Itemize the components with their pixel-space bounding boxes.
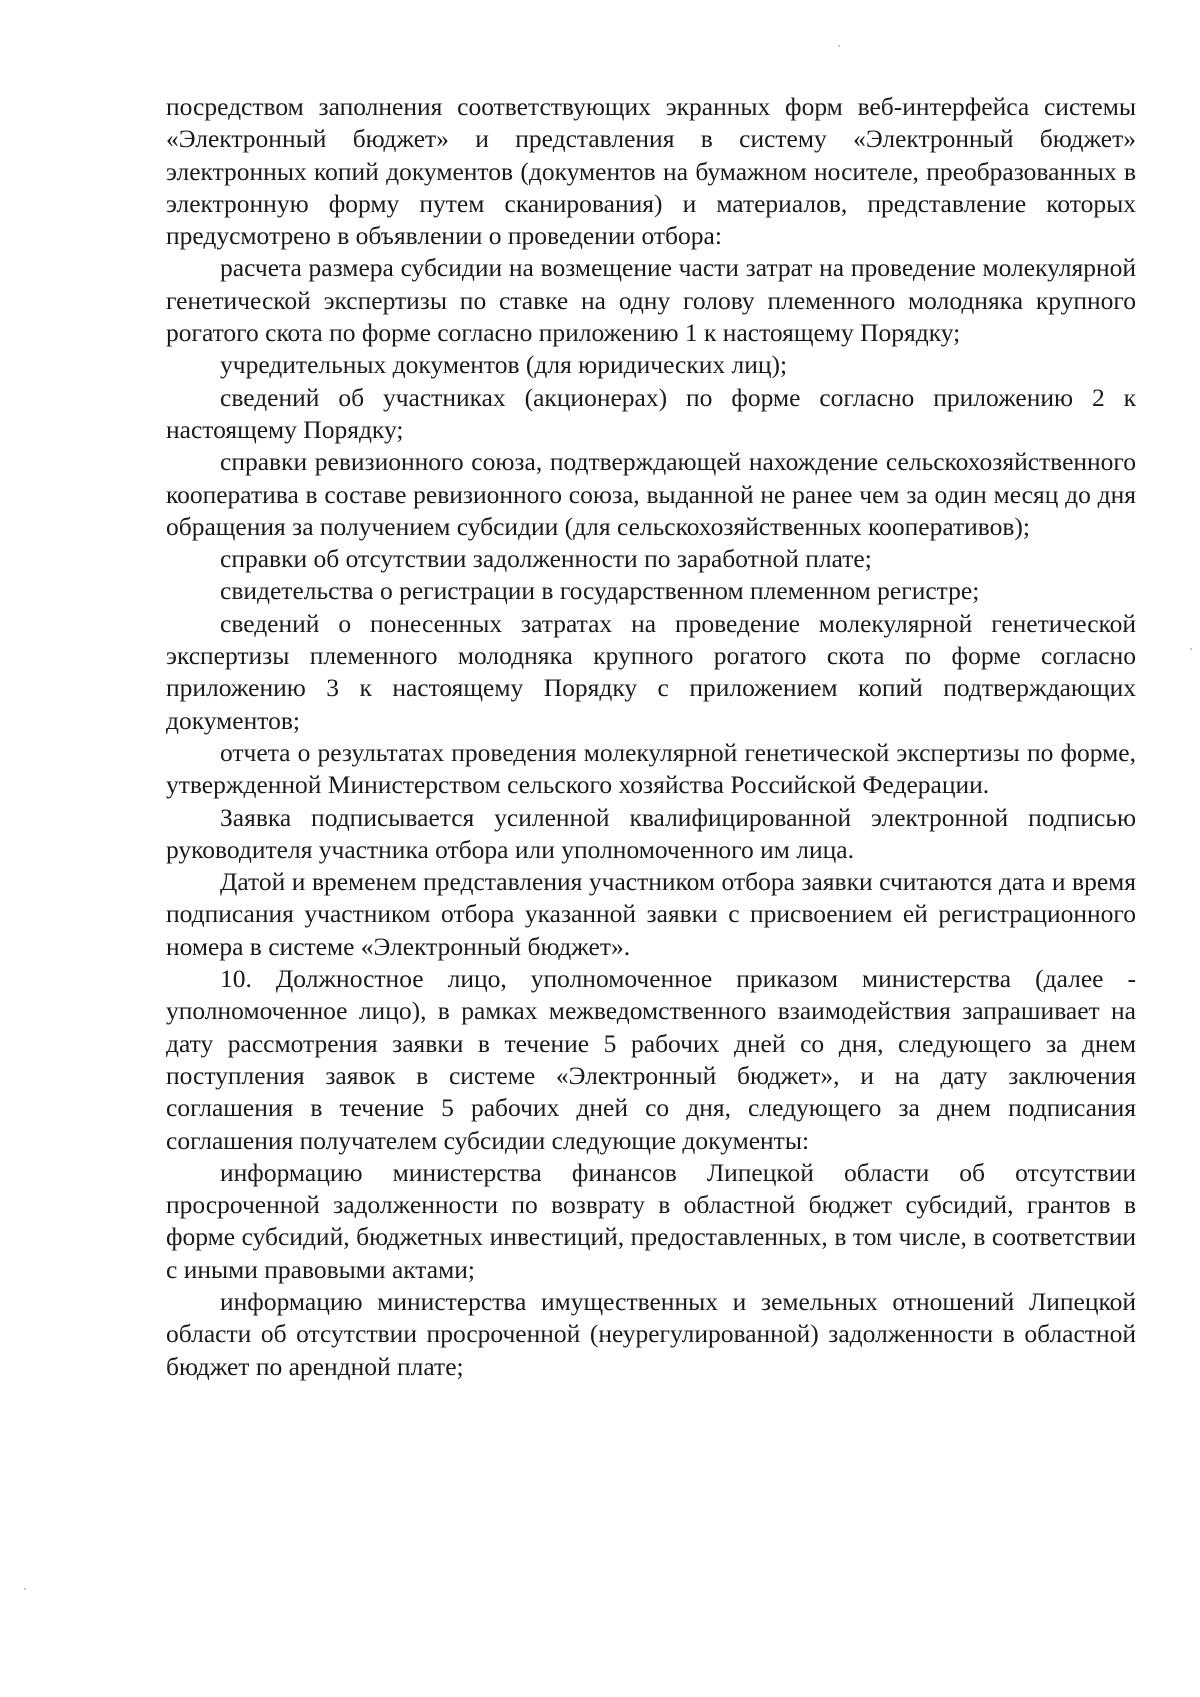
paragraph-clause-10: 10. Должностное лицо, уполномоченное приказом министерства (далее - уполномоченное лицо), в рамках межведомственного взаимодействия запрашивает на дату рассмотрения заявки в течение 5 рабочих дней со дня, следующего за днем поступления заявок в системе «Электронный бюджет», и на дату заключения соглашения в течение 5 рабочих дней со дня, следующего за днем подписания соглашения получателем субсидии следующие документы: xyxy=(166,964,1136,1155)
paragraph-application-signature: Заявка подписывается усиленной квалифицированной электронной подписью руководителя участника отбора или уполномоченного им лица. xyxy=(166,802,1136,864)
paragraph-breeding-register: свидетельства о регистрации в государственном племенном регистре; xyxy=(220,576,980,606)
scan-speck xyxy=(24,1588,26,1590)
paragraph-submission-date: Датой и временем представления участником отбора заявки считаются дата и время подписания участником отбора указанной заявки с присвоением ей регистрационного номера в системе «Электронный бюджет». xyxy=(166,867,1136,961)
paragraph-salary-debt-certificate: справки об отсутствии задолженности по заработной плате; xyxy=(220,544,872,574)
paragraph-audit-union-certificate: справки ревизионного союза, подтверждающей нахождение сельскохозяйственного кооператива в составе ревизионного союза, выданной не ранее чем за один месяц до дня обращения за получением субсидии (для сельскохозяйственных кооперативов); xyxy=(166,447,1136,541)
paragraph-expertise-report: отчета о результатах проведения молекулярной генетической экспертизы по форме, утвержденной Министерством сельского хозяйства Российской Федерации. xyxy=(166,737,1136,800)
document-body xyxy=(166,91,1136,1383)
paragraph-subsidy-calculation: расчета размера субсидии на возмещение части затрат на проведение молекулярной генетической экспертизы по ставке на одну голову племенного молодняка крупного рогатого скота по форме согласно приложению 1 к настоящему Порядку; xyxy=(166,253,1136,348)
paragraph-property-ministry-info: информацию министерства имущественных и земельных отношений Липецкой области об отсутствии просроченной (неурегулированной) задолженности в областной бюджет по арендной плате; xyxy=(166,1286,1136,1381)
paragraph-participants-info: сведений об участниках (акционерах) по форме согласно приложению 2 к настоящему Порядку; xyxy=(166,382,1136,444)
scan-speck xyxy=(1190,648,1192,650)
paragraph-finance-ministry-info: информацию министерства финансов Липецкой области об отсутствии просроченной задолженности по возврату в областной бюджет субсидий, грантов в форме субсидий, бюджетных инвестиций, предоставленных, в том числе, в соответствии с иными правовыми актами; xyxy=(166,1157,1136,1284)
paragraph-intro: посредством заполнения соответствующих экранных форм веб-интерфейса системы «Электронный бюджет» и представления в систему «Электронный бюджет» электронных копий документов (документов на бумажном носителе, преобразованных в электронную форму путем сканирования) и материалов, представление которых предусмотрено в объявлении о проведении отбора: xyxy=(166,92,1136,251)
paragraph-founding-documents: учредительных документов (для юридических лиц); xyxy=(220,350,788,380)
scan-speck xyxy=(838,45,840,47)
paragraph-expenses-info: сведений о понесенных затратах на проведение молекулярной генетической экспертизы племенного молодняка крупного рогатого скота по форме согласно приложению 3 к настоящему Порядку с приложением копий подтверждающих документов; xyxy=(166,608,1136,735)
